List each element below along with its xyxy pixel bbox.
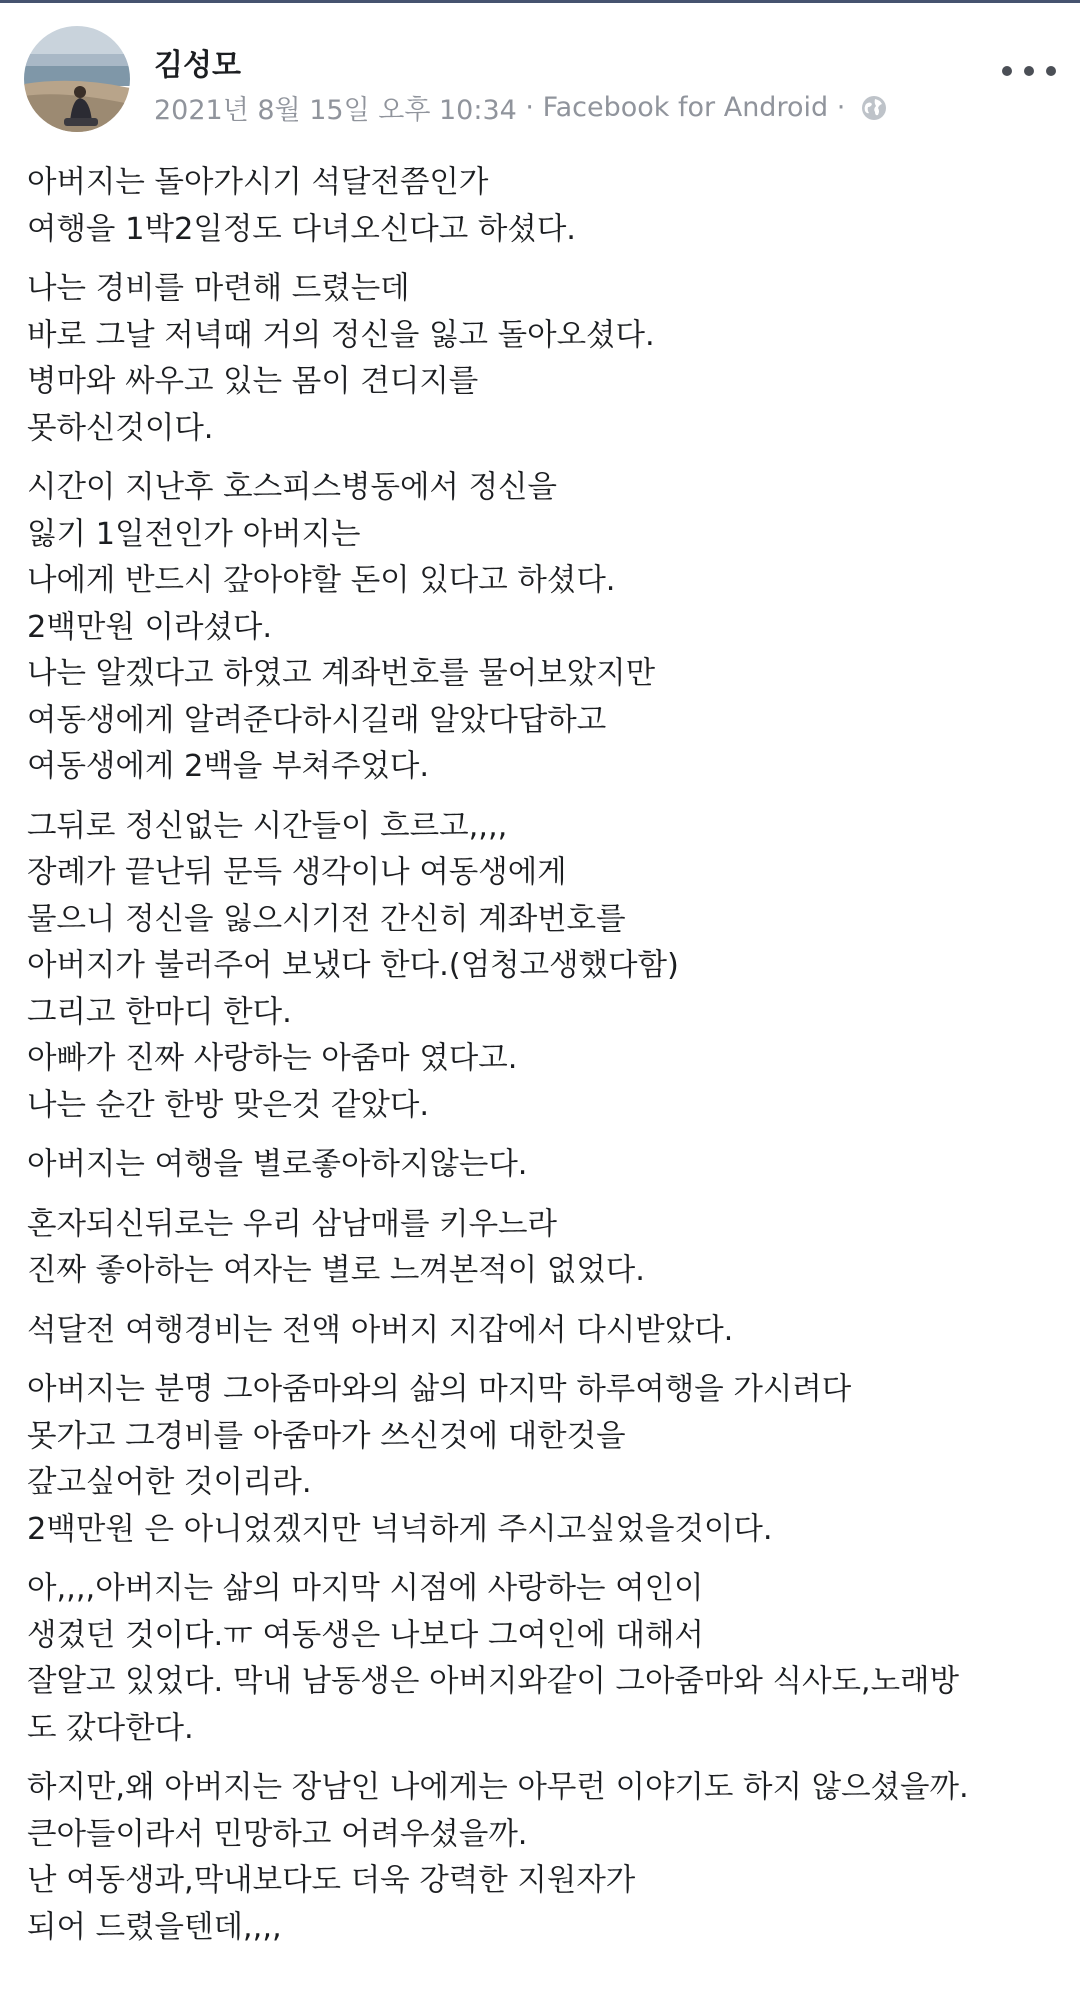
more-dot <box>1024 66 1034 76</box>
author-name[interactable]: 김성모 <box>154 48 241 83</box>
post-timestamp[interactable]: 2021년 8월 15일 오후 10:34 <box>154 95 517 126</box>
post-paragraph-6: 혼자되신뒤로는 우리 삼남매를 키우느라 진짜 좋아하는 여자는 별로 느껴본적이 없었다. <box>27 1206 645 1288</box>
post-paragraph-2: 나는 경비를 마련해 드렸는데 바로 그날 저녁때 거의 정신을 잃고 돌아오셨다. 병마와 싸우고 있는 몸이 견디지를 못하신것이다. <box>27 271 655 446</box>
post-paragraph-1: 아버지는 돌아가시기 석달전쯤인가 여행을 1박2일정도 다녀오신다고 하셨다. <box>27 165 576 247</box>
post-header <box>24 26 1056 132</box>
post-paragraph-3: 시간이 지난후 호스피스병동에서 정신을 잃기 1일전인가 아버지는 나에게 반드시 갚아야할 돈이 있다고 하셨다. 2백만원 이라셨다. 나는 알겠다고 하였고 계좌번호를 물어보았지만 여동생에게 알려준다하시길래 알았다답하고 여동생에게 2백을 부쳐주었다. <box>27 470 656 784</box>
post-paragraph-8: 아버지는 분명 그아줌마와의 삶의 마지막 하루여행을 가시려다 못가고 그경비를 아줌마가 쓰신것에 대한것을 갚고싶어한 것이리라. 2백만원 은 아니었겠지만 넉넉하게 주시고싶었을것이다. <box>27 1372 852 1547</box>
post-paragraph-4: 그뒤로 정신없는 시간들이 흐르고,,,, 장례가 끝난뒤 문득 생각이나 여동생에게 물으니 정신을 잃으시기전 간신히 계좌번호를 아버지가 불러주어 보냈다 한다.(엄청고생했다함) 그리고 한마디 한다. 아빠가 진짜 사랑하는 아줌마 였다고. 나는 순간 한방 맞은것 같았다. <box>27 808 679 1123</box>
post-paragraph-9: 아,,,,아버지는 삶의 마지막 시점에 사랑하는 여인이 생겼던 것이다.ㅠ 여동생은 나보다 그여인에 대해서 잘알고 있었다. 막내 남동생은 아버지와같이 그아줌마와 식사도,노래방 도 갔다한다. <box>27 1571 959 1746</box>
profile-photo-icon <box>24 26 130 132</box>
meta-separator: · <box>516 92 543 123</box>
post-source: Facebook for Android <box>542 92 829 123</box>
post-body <box>27 160 1067 1964</box>
more-dots-icon <box>1002 66 1012 76</box>
author-avatar[interactable] <box>24 26 130 132</box>
post-paragraph-5: 아버지는 여행을 별로좋아하지않는다. <box>27 1147 528 1182</box>
more-dot <box>1046 66 1056 76</box>
more-options-button[interactable] <box>1002 56 1056 86</box>
post-meta <box>154 88 888 127</box>
globe-icon <box>860 94 888 122</box>
post-paragraph-7: 석달전 여행경비는 전액 아버지 지갑에서 다시받았다. <box>27 1312 734 1348</box>
top-edge-bar <box>0 0 1080 3</box>
post-paragraph-10: 하지만,왜 아버지는 장남인 나에게는 아무런 이야기도 하지 않으셨을까. 큰아들이라서 민망하고 어려우셨을까. 난 여동생과,막내보다도 더욱 강력한 지원자가 되어 드렸을텐데,,,, <box>27 1770 969 1945</box>
meta-separator: · <box>828 92 854 123</box>
